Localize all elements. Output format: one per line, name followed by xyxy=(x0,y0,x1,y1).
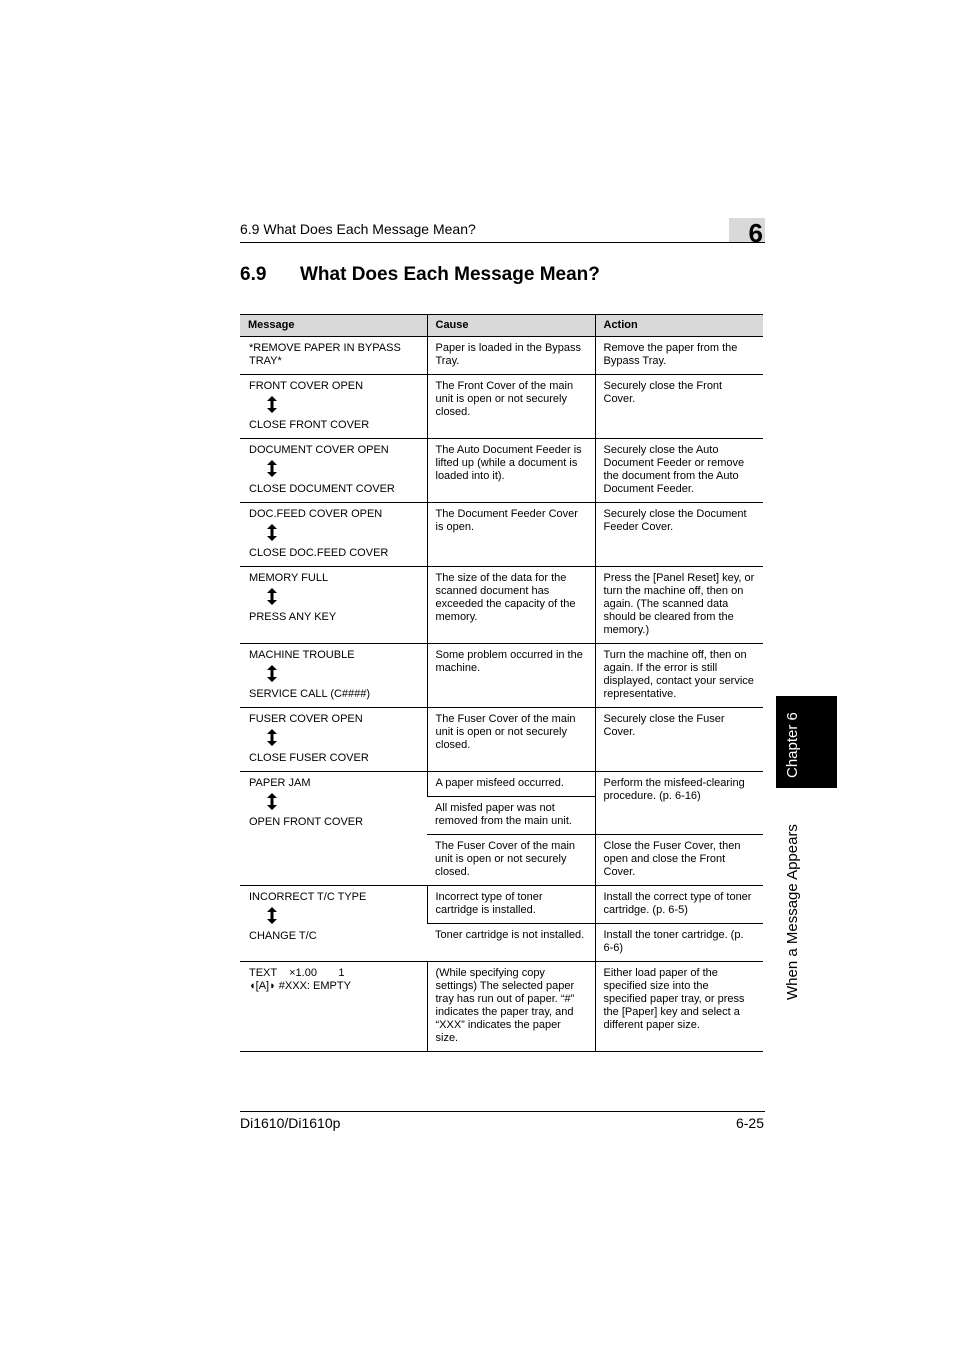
footer-page-number: 6-25 xyxy=(735,1115,764,1131)
table-row xyxy=(240,962,763,1052)
column-header-cause: Cause xyxy=(427,315,595,337)
cause-cell: Some problem occurred in the machine. xyxy=(427,644,595,708)
message-cell: DOCUMENT COVER OPEN CLOSE DOCUMENT COVER xyxy=(240,439,427,503)
cause-cell: All misfed paper was not removed from the main unit. xyxy=(427,797,595,835)
table-row xyxy=(240,708,763,772)
cause-cell: A paper misfeed occurred. xyxy=(427,772,595,797)
table-row xyxy=(240,644,763,708)
cause-cell: The Document Feeder Cover is open. xyxy=(427,503,595,567)
cause-cell: The Auto Document Feeder is lifted up (while a document is loaded into it). xyxy=(427,439,595,503)
action-cell: Press the [Panel Reset] key, or turn the machine off, then on again. (The scanned data should be cleared from the memory.) xyxy=(595,567,763,644)
action-cell: Turn the machine off, then on again. If the error is still displayed, contact your service representative. xyxy=(595,644,763,708)
action-cell: Either load paper of the specified size into the specified paper tray, or press the [Paper] key and select a different paper size. xyxy=(595,962,763,1052)
table-row xyxy=(240,886,763,924)
section-title-text: What Does Each Message Mean? xyxy=(300,264,600,285)
table-row xyxy=(240,439,763,503)
message-cell: TEXT ×1.00 1 ◖[A]◗ #XXX: EMPTY xyxy=(240,962,427,1052)
double-arrow-icon xyxy=(267,793,419,816)
cause-cell: The Fuser Cover of the main unit is open or not securely closed. xyxy=(427,835,595,886)
action-cell: Install the toner cartridge. (p. 6-6) xyxy=(595,924,763,962)
column-header-message: Message xyxy=(240,315,427,337)
table-header-row xyxy=(240,315,763,337)
action-cell: Install the correct type of toner cartridge. (p. 6-5) xyxy=(595,886,763,924)
action-cell: Perform the misfeed-clearing procedure. (p. 6-16) xyxy=(595,772,763,835)
message-cell: PAPER JAM OPEN FRONT COVER xyxy=(240,772,427,886)
table-row xyxy=(240,503,763,567)
action-cell: Securely close the Auto Document Feeder or remove the document from the Auto Document Feeder. xyxy=(595,439,763,503)
action-cell: Securely close the Fuser Cover. xyxy=(595,708,763,772)
section-title xyxy=(240,264,600,286)
footer-model: Di1610/Di1610p xyxy=(240,1115,341,1131)
message-cell: FUSER COVER OPEN CLOSE FUSER COVER xyxy=(240,708,427,772)
double-arrow-icon xyxy=(267,729,419,752)
cause-cell: Paper is loaded in the Bypass Tray. xyxy=(427,337,595,375)
table-row xyxy=(240,337,763,375)
column-header-action: Action xyxy=(595,315,763,337)
action-cell: Close the Fuser Cover, then open and close the Front Cover. xyxy=(595,835,763,886)
cause-cell: Toner cartridge is not installed. xyxy=(427,924,595,962)
message-cell: INCORRECT T/C TYPE CHANGE T/C xyxy=(240,886,427,962)
message-cell: FRONT COVER OPEN CLOSE FRONT COVER xyxy=(240,375,427,439)
section-number: 6.9 xyxy=(240,264,267,285)
action-cell: Remove the paper from the Bypass Tray. xyxy=(595,337,763,375)
action-cell: Securely close the Document Feeder Cover. xyxy=(595,503,763,567)
cause-cell: The Fuser Cover of the main unit is open or not securely closed. xyxy=(427,708,595,772)
side-tab-chapter-label: Chapter 6 xyxy=(784,712,801,778)
double-arrow-icon xyxy=(267,907,419,930)
message-cell: MEMORY FULL PRESS ANY KEY xyxy=(240,567,427,644)
running-header: 6.9 What Does Each Message Mean? xyxy=(240,221,476,237)
side-tab-chapter-title: When a Message Appears xyxy=(784,824,801,1000)
message-table xyxy=(240,314,763,1052)
chapter-number-box xyxy=(729,218,765,248)
action-cell: Securely close the Front Cover. xyxy=(595,375,763,439)
header-rule xyxy=(240,242,765,243)
double-arrow-icon xyxy=(267,665,419,688)
message-cell: DOC.FEED COVER OPEN CLOSE DOC.FEED COVER xyxy=(240,503,427,567)
cause-cell: (While specifying copy settings) The selected paper tray has run out of paper. “#” indicates the paper tray, and “XXX” indicates the paper size. xyxy=(427,962,595,1052)
chapter-number: 6 xyxy=(748,218,763,248)
double-arrow-icon xyxy=(267,396,419,419)
message-cell: *REMOVE PAPER IN BYPASS TRAY* xyxy=(240,337,427,375)
double-arrow-icon xyxy=(267,524,419,547)
double-arrow-icon xyxy=(267,588,419,611)
table-row xyxy=(240,375,763,439)
message-cell: MACHINE TROUBLE SERVICE CALL (C####) xyxy=(240,644,427,708)
footer-rule xyxy=(240,1111,765,1112)
double-arrow-icon xyxy=(267,460,419,483)
cause-cell: The Front Cover of the main unit is open or not securely closed. xyxy=(427,375,595,439)
table-row xyxy=(240,567,763,644)
cause-cell: Incorrect type of toner cartridge is installed. xyxy=(427,886,595,924)
table-row xyxy=(240,772,763,797)
cause-cell: The size of the data for the scanned document has exceeded the capacity of the memory. xyxy=(427,567,595,644)
